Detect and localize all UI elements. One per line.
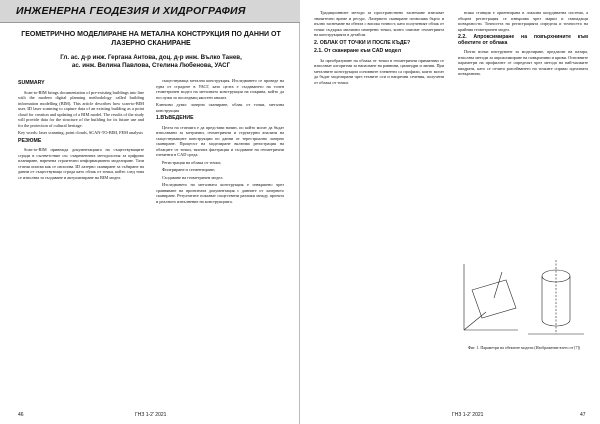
summary-text: Scan-to-BIM brings documentation of pre-existing buildings into line with the modern digital planning methodology called building information modelling (BIM). This article describes how scan-to-BIM uses 3D laser scanning to capture data of an existing building as a point cloud for creation and updating of a BIM model. The results of the study will provide data for the structure of the building for its future use and for the protection of cultural heritage. [18,89,144,128]
right-page-right-column [458,10,588,79]
col-b-top-text: съществуваща метална конструкция. Изследването се проведе на една от сградите в УАСГ, като целта е създаването на точен геометричен модел на металната конструкция на покрива, който да послужи за последващ якостен анализ. [156,78,284,100]
article-title-line-1: ГЕОМЕТРИЧНО МОДЕЛИРАНЕ НА МЕТАЛНА КОНСТРУКЦИЯ ПО ДАННИ ОТ [21,31,281,38]
journal-title: ИНЖЕНЕРНА ГЕОДЕЗИЯ И ХИДРОГРАФИЯ [16,5,246,17]
left-page-number: 46 [18,412,24,418]
right-page-number: 47 [580,412,586,418]
right-journal-issue: ГНЗ 1-2' 2021 [452,412,484,418]
bullet-item: Създаване на геометричен модел. [162,174,224,180]
section22-text: Почти всеки инструмент за моделиране, предлаган на пазара, използва методи за апроксимиране на повърхнини и криви. Основните параметри на профилите се определят чрез метода на най-малките квадрати, като се отчита разсейването на точките спрямо идеалната повърхнина. [458,49,588,76]
col-b-bottom-text: Изследването на металната конструкция е извършено чрез сравняване на проектната документация с данните от лазерното сканиране. Резултатите показват съществени разлики между проекта и реалното изпълнение на конструкцията. [156,182,284,204]
authors-line-2: ас. инж. Велина Павлова, Стелина Любенова, УАСГ [71,62,231,69]
figure-1-caption: Фиг. 1. Параметри на обектите модели (Изображение взето от [7]) [467,345,581,350]
article-authors [20,54,282,70]
left-journal-issue: ГНЗ 1-2' 2021 [135,412,167,418]
rezyume-text: Scan-to-BIM привежда документацията на съществуващите сгради в съответствие със съвременната методология за цифрово планиране, наречена строително информационно моделиране. Тази статия описва как се използва 3D лазерно сканиране за събиране на данни от съществуваща сграда като облак от точки, който след това се използва за създаване и актуализиране на BIM модел. [18,147,144,180]
section22-heading: 2.2. Апроксимиране на повърхнините към обектите от облака [458,34,588,46]
intro-heading: 1.ВЪВЕДЕНИЕ [156,115,194,121]
figure-1-diagram [458,250,590,342]
keywords-en: Key words: laser scanning, point clouds, SCAN-TO-BIM, FEM analysis [18,130,143,135]
left-column [18,78,144,182]
axis-y-line [464,312,486,330]
right-column [156,78,284,206]
plane-shape [472,280,516,318]
col-d-top-text: всяка станция е ориентирана в локална координатна система, а общата регистрация се извършва чрез марки и съвпадащи повърхности. Точността на регистрацията определя и точността на крайния геометричен модел. [458,10,588,32]
article-title [20,30,282,48]
section2-subheading: 2.1. От сканиране към CAD модел [314,48,401,54]
article-title-line-2: ЛАЗЕРНО СКАНИРАНЕ [111,40,191,47]
bullet-item: Регистрация на облака от точки; [162,159,222,165]
summary-heading: SUMMARY [18,80,45,86]
normal-vector [494,272,502,298]
right-page-left-column [314,10,444,87]
rezyume-heading: РЕЗЮМЕ [18,137,42,144]
bullet-item: Филтриране и сегментиране; [162,167,216,172]
section2-text: За преобразуване на облака от точки в геометрични примитиви се използват алгоритми за напасване на равнини, цилиндри и линии. При металните конструкции основните елементи са профили, които могат да бъдат моделирани чрез техните оси и напречни сечения, получени от облака от точки. [314,57,444,85]
intro-text: Целта на статията е да представи начин, по който могат да бъдат използвани за метрични, геометрични и структурни анализи на съществуващите конструкции по данни от терестриално лазерно сканиране. Процесът на моделиране включва регистрация на облаците от точки, тяхната филтрация и създаване на геометрични елементи в CAD среда. [156,124,284,157]
keywords-bg: Ключови думи: лазерно сканиране, облак от точки, метална конструкция [156,102,284,113]
authors-line-1: Гл. ас. д-р инж. Гергана Антова, доц. д-р инж. Вълко Танев, [60,54,242,61]
journal-header-bar [0,0,300,23]
section2-heading: 2. ОБЛАК ОТ ТОЧКИ И ПОСЛЕ КЪДЕ? [314,39,411,46]
col-c-text: Традиционните методи за пространствено заснемане изискват значително време и ресурс. Лазерното сканиране позволява бързо и пълно заснемане на обекта с висока точност, като полученият облак от точки съдържа милиони измерени точки, които описват геометрията на конструкцията в детайли. [314,10,444,37]
right-page [300,0,600,424]
